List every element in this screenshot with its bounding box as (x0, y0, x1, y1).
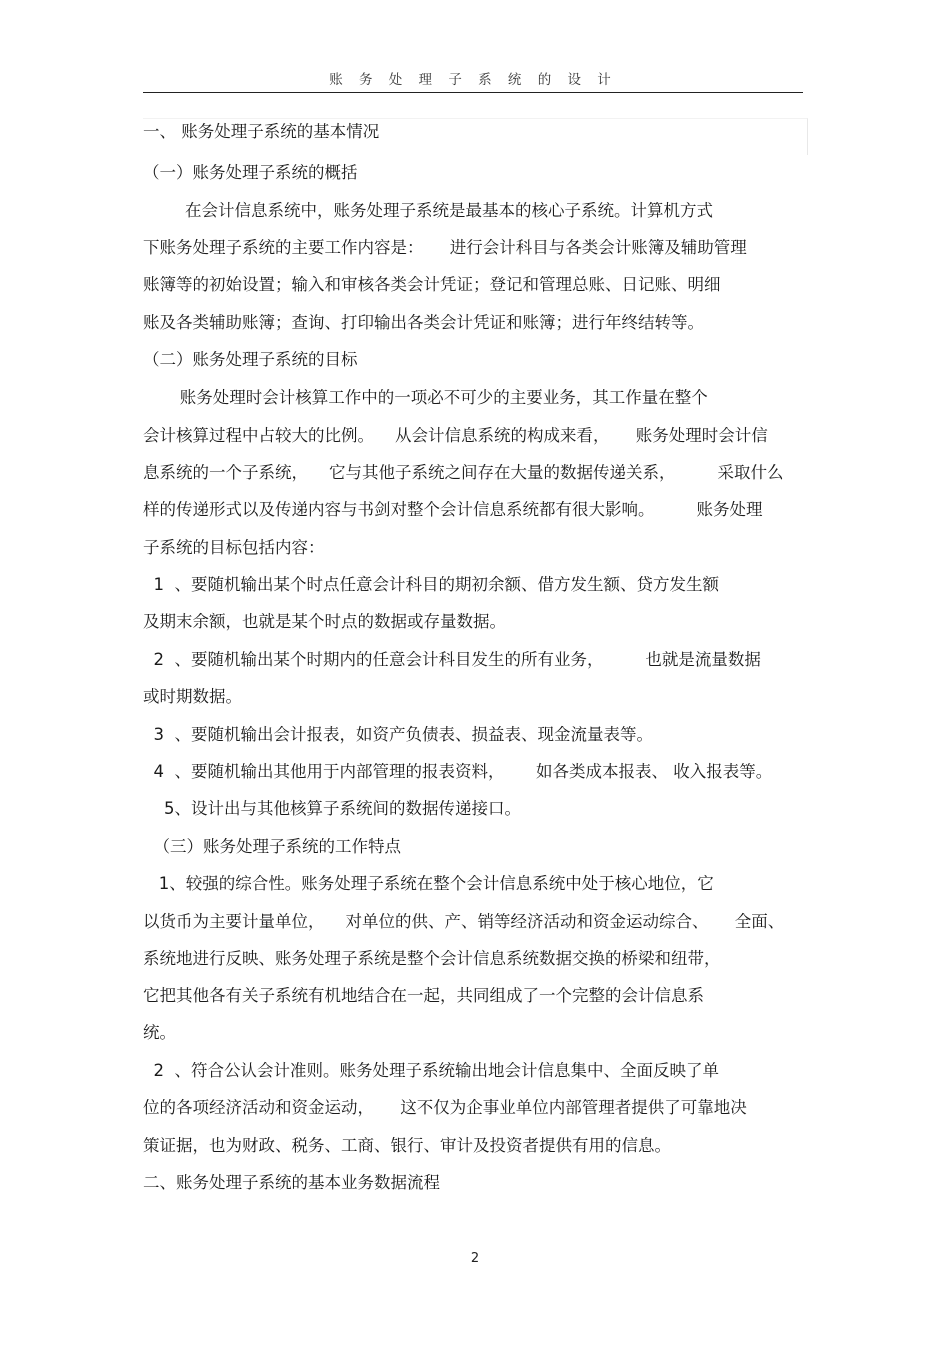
list-item-1: 1 、要随机输出某个时点任意会计科目的期初余额、借方发生额、贷方发生额 (143, 575, 719, 594)
list-item-5: 5、设计出与其他核算子系统间的数据传递接口。 (143, 799, 521, 818)
paragraph-line: 在会计信息系统中，账务处理子系统是最基本的核心子系统。计算机方式 (143, 201, 713, 220)
subsection-heading-3: （三）账务处理子系统的工作特点 (143, 837, 401, 856)
paragraph-line: 账及各类辅助账簿；查询、打印输出各类会计凭证和账簿；进行年终结转等。 (143, 313, 704, 332)
list-item-feature-1: 1、较强的综合性。账务处理子系统在整个会计信息系统中处于核心地位，它 (143, 874, 714, 893)
paragraph-line: 账务处理时会计核算工作中的一项必不可少的主要业务，其工作量在整个 (143, 388, 708, 407)
subsection-heading-1: （一）账务处理子系统的概括 (143, 163, 358, 182)
list-item-4: 4 、要随机输出其他用于内部管理的报表资料， 如各类成本报表、 收入报表等。 (143, 762, 773, 781)
page-number: 2 (470, 1251, 480, 1266)
paragraph-line: 子系统的目标包括内容： (143, 538, 325, 557)
page-header: 账 务 处 理 子 系 统 的 设 计 (329, 72, 617, 88)
paragraph-line: 位的各项经济活动和资金运动， 这不仅为企事业单位内部管理者提供了可靠地决 (143, 1098, 747, 1117)
paragraph-line: 下账务处理子系统的主要工作内容是： 进行会计科目与各类会计账簿及辅助管理 (143, 238, 747, 257)
list-item-2: 2 、要随机输出某个时期内的任意会计科目发生的所有业务， 也就是流量数据 (143, 650, 761, 669)
section-heading-1: 一、 账务处理子系统的基本情况 (143, 122, 380, 141)
subsection-heading-2: （二）账务处理子系统的目标 (143, 350, 358, 369)
paragraph-line: 以货币为主要计量单位， 对单位的供、产、销等经济活动和资金运动综合、 全面、 (143, 912, 785, 931)
paragraph-line: 及期末余额，也就是某个时点的数据或存量数据。 (143, 612, 506, 631)
paragraph-line: 统。 (143, 1023, 176, 1042)
paragraph-line: 策证据，也为财政、税务、工商、银行、审计及投资者提供有用的信息。 (143, 1136, 671, 1155)
paragraph-line: 样的传递形式以及传递内容与书剑对整个会计信息系统都有很大影响。 账务处理 (143, 500, 763, 519)
section-heading-2: 二、账务处理子系统的基本业务数据流程 (143, 1173, 440, 1192)
paragraph-line: 或时期数据。 (143, 687, 242, 706)
paragraph-line: 息系统的一个子系统， 它与其他子系统之间存在大量的数据传递关系， 采取什么 (143, 463, 784, 482)
list-item-3: 3 、要随机输出会计报表，如资产负债表、损益表、现金流量表等。 (143, 725, 653, 744)
list-item-feature-2: 2 、符合公认会计准则。账务处理子系统输出地会计信息集中、全面反映了单 (143, 1061, 719, 1080)
paragraph-line: 会计核算过程中占较大的比例。 从会计信息系统的构成来看， 账务处理时会计信 (143, 426, 768, 445)
paragraph-line: 它把其他各有关子系统有机地结合在一起，共同组成了一个完整的会计信息系 (143, 986, 704, 1005)
paragraph-line: 系统地进行反映、账务处理子系统是整个会计信息系统数据交换的桥梁和纽带， (143, 949, 721, 968)
paragraph-line: 账簿等的初始设置；输入和审核各类会计凭证；登记和管理总账、日记账、明细 (143, 275, 721, 294)
header-rule (143, 92, 803, 93)
